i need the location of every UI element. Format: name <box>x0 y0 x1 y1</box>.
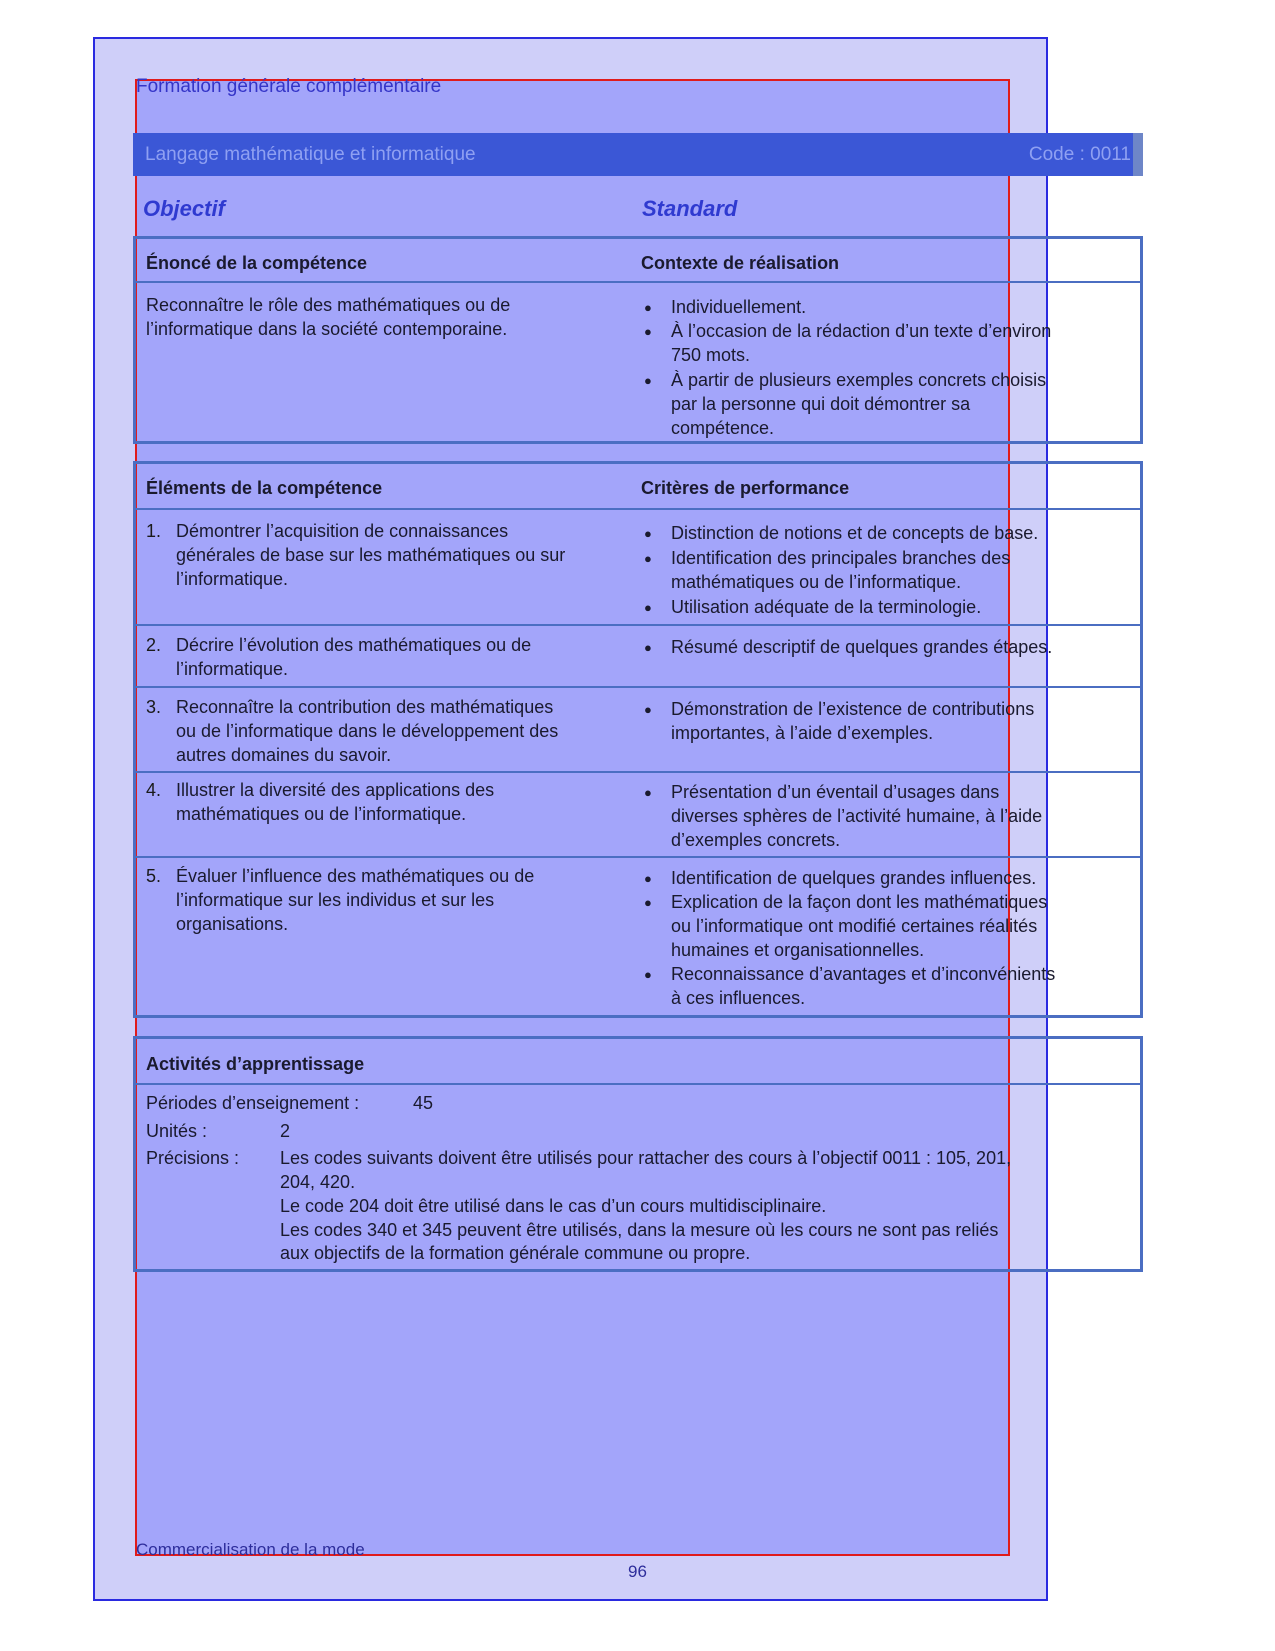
bullet-icon: ● <box>644 967 652 982</box>
element-line: Évaluer l’influence des mathématiques ou de <box>176 866 535 886</box>
elements-header: Éléments de la compétence <box>146 478 383 498</box>
element-line: l’informatique sur les individus et sur les <box>176 890 495 910</box>
bullet-icon: ● <box>644 702 652 717</box>
bullet-icon: ● <box>644 895 652 910</box>
details-line: Les codes 340 et 345 peuvent être utilisés, dans la mesure où les cours ne sont pas reliés <box>280 1220 999 1240</box>
elements-table <box>133 461 1143 1018</box>
criterion-item: Présentation d’un éventail d’usages dans <box>671 782 1000 802</box>
element-line: Démontrer l’acquisition de connaissances <box>176 521 509 541</box>
objective-code: Code : 0011 <box>1028 144 1131 165</box>
periods-label: Périodes d’enseignement : <box>146 1093 360 1113</box>
bullet-icon: ● <box>644 526 652 541</box>
element-number: 3. <box>146 697 162 717</box>
context-item: Individuellement. <box>671 297 807 317</box>
details-line: Les codes suivants doivent être utilisés pour rattacher des cours à l’objectif 0011 : 105, 201, <box>280 1148 1012 1168</box>
element-line: ou de l’informatique dans le développement des <box>176 721 559 741</box>
element-line: l’informatique. <box>176 659 289 679</box>
context-item: par la personne qui doit démontrer sa <box>671 394 971 414</box>
criterion-item: humaines et organisationnelles. <box>671 940 925 960</box>
competence-table <box>133 236 1143 444</box>
element-number: 1. <box>146 521 162 541</box>
standard-heading: Standard <box>642 196 738 221</box>
element-line: autres domaines du savoir. <box>176 745 392 765</box>
criterion-item: diverses sphères de l’activité humaine, à l’aide <box>671 806 1043 826</box>
row-divider <box>136 856 1140 858</box>
bullet-icon: ● <box>644 871 652 886</box>
criterion-item: Distinction de notions et de concepts de base. <box>671 523 1039 543</box>
section-header: Formation générale complémentaire <box>136 76 442 97</box>
competence-statement-line: l’informatique dans la société contemporaine. <box>146 319 508 339</box>
element-line: générales de base sur les mathématiques ou sur <box>176 545 566 565</box>
row-divider <box>136 686 1140 688</box>
criterion-item: importantes, à l’aide d’exemples. <box>671 723 934 743</box>
context-item: 750 mots. <box>671 345 751 365</box>
element-line: mathématiques ou de l’informatique. <box>176 804 467 824</box>
bullet-icon: ● <box>644 640 652 655</box>
bullet-icon: ● <box>644 373 652 388</box>
element-number: 4. <box>146 780 162 800</box>
bullet-icon: ● <box>644 300 652 315</box>
context-item: compétence. <box>671 418 775 438</box>
criterion-item: d’exemples concrets. <box>671 830 841 850</box>
bullet-icon: ● <box>644 600 652 615</box>
competence-statement-header: Énoncé de la compétence <box>146 253 368 273</box>
details-line: 204, 420. <box>280 1172 356 1192</box>
element-number: 2. <box>146 635 162 655</box>
row-divider <box>136 1083 1140 1085</box>
units-label: Unités : <box>146 1121 208 1141</box>
competence-statement-line: Reconnaître le rôle des mathématiques ou de <box>146 295 511 315</box>
criterion-item: ou l’informatique ont modifié certaines réalités <box>671 916 1038 936</box>
details-label: Précisions : <box>146 1148 240 1168</box>
page-number: 96 <box>628 1562 647 1581</box>
criterion-item: Identification de quelques grandes influences. <box>671 868 1037 888</box>
criterion-item: Explication de la façon dont les mathématiques <box>671 892 1048 912</box>
criteria-header: Critères de performance <box>641 478 850 498</box>
criterion-item: Démonstration de l’existence de contributions <box>671 699 1035 719</box>
row-divider <box>136 624 1140 626</box>
objective-title: Langage mathématique et informatique <box>145 144 476 165</box>
criterion-item: Utilisation adéquate de la terminologie. <box>671 597 982 617</box>
criterion-item: à ces influences. <box>671 988 806 1008</box>
element-line: Décrire l’évolution des mathématiques ou de <box>176 635 532 655</box>
criterion-item: Identification des principales branches des <box>671 548 1011 568</box>
bullet-icon: ● <box>644 324 652 339</box>
element-line: l’informatique. <box>176 569 289 589</box>
criterion-item: Reconnaissance d’avantages et d’inconvénients <box>671 964 1056 984</box>
element-line: Reconnaître la contribution des mathématiques <box>176 697 554 717</box>
context-item: À partir de plusieurs exemples concrets choisis <box>671 370 1047 390</box>
periods-value: 45 <box>413 1093 434 1113</box>
row-divider <box>136 508 1140 510</box>
activities-header: Activités d’apprentissage <box>146 1054 365 1074</box>
element-number: 5. <box>146 866 162 886</box>
objective-title-bar <box>133 133 1143 176</box>
activities-table <box>133 1036 1143 1272</box>
row-divider <box>136 281 1140 283</box>
objective-heading: Objectif <box>143 196 225 221</box>
context-header: Contexte de réalisation <box>641 253 840 273</box>
units-value: 2 <box>280 1121 291 1141</box>
details-line: Le code 204 doit être utilisé dans le cas d’un cours multidisciplinaire. <box>280 1196 827 1216</box>
criterion-item: mathématiques ou de l’informatique. <box>671 572 962 592</box>
row-divider <box>136 771 1140 773</box>
criterion-item: Résumé descriptif de quelques grandes étapes. <box>671 637 1053 657</box>
bullet-icon: ● <box>644 551 652 566</box>
footer-program: Commercialisation de la mode <box>136 1540 365 1559</box>
bullet-icon: ● <box>644 785 652 800</box>
details-line: aux objectifs de la formation générale commune ou propre. <box>280 1243 751 1263</box>
element-line: organisations. <box>176 914 289 934</box>
element-line: Illustrer la diversité des applications des <box>176 780 495 800</box>
context-item: À l’occasion de la rédaction d’un texte d’environ <box>671 321 1052 341</box>
